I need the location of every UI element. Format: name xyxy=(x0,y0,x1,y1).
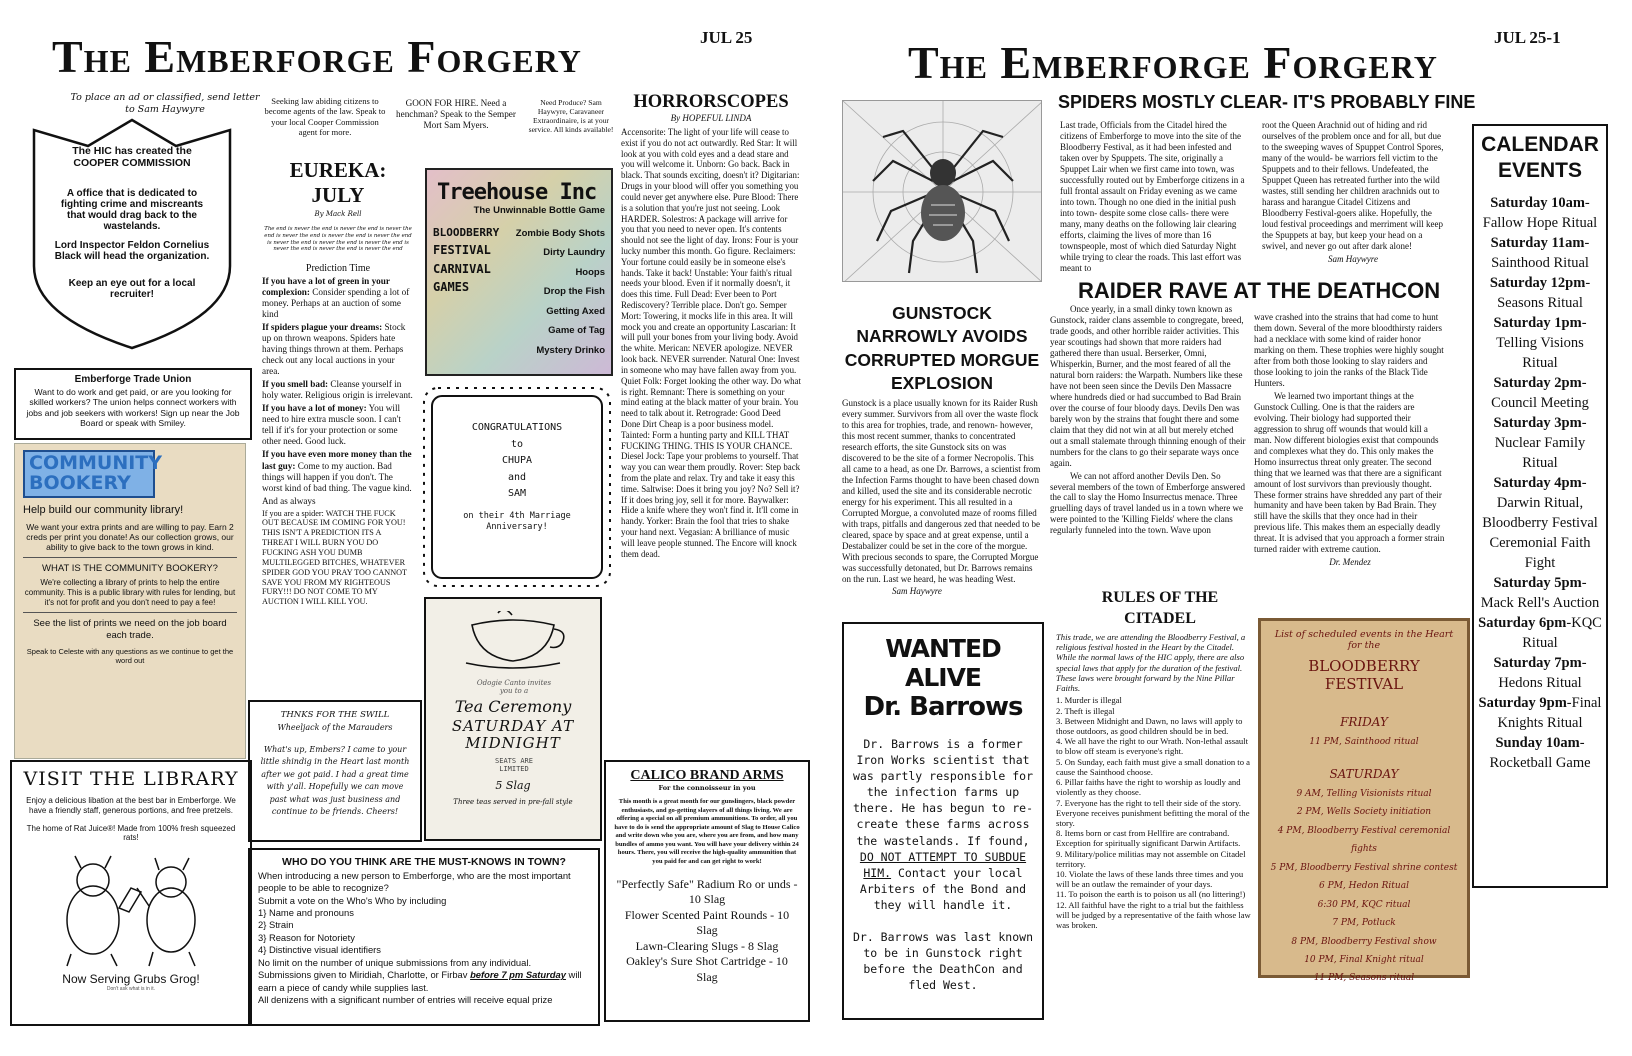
calendar-event-name: Seasons Ritual xyxy=(1497,294,1583,311)
horrorscopes-column xyxy=(621,92,801,560)
ad-note: To place an ad or classified, send letter to Sam Haywyre xyxy=(70,92,260,115)
treehouse-subtitle: The Unwinnable Bottle Game xyxy=(473,205,605,216)
bookery-tagline: Help build our community library! xyxy=(23,503,184,516)
spider-icon xyxy=(843,101,1042,282)
tea-seats: SEATS ARE LIMITED xyxy=(495,757,533,773)
eureka-text: Stock up on thrown weapons. Spiders hate having things thrown at them. Perhaps check out any local auctions in your area. xyxy=(262,322,406,377)
swill-note xyxy=(248,700,422,842)
raider-col2 xyxy=(1254,312,1446,568)
schedule-item: 9 AM, Telling Visionists ritual xyxy=(1296,789,1432,799)
must-knows-item: 4} Distinctive visual identifiers xyxy=(258,944,381,956)
must-knows-body: When introducing a new person to Emberforge, who are the most important people to be able to recognize? xyxy=(258,869,571,894)
tea-note: Three teas served in pre-fall style xyxy=(453,798,573,806)
tea-ceremony-flyer xyxy=(424,597,602,841)
calendar-event: Saturday 1pm-Telling Visions Ritual xyxy=(1493,314,1587,371)
raider-p: Once yearly, in a small dinky town known as Gunstock, raider clans assemble to congregate, breed, trade goods, and other horrible raider activities. This year scoutings had shown that more raiders had gathered there than usual. Berserker, Omni, Whisperkin, Burner, and the most feared of all the natural born raiders: the Warpath. Numbers like these have not been seen since the Devils Den Massacre where hundreds died or had succumbed to Bad Brain over the course of four bloody days. Devils Den was barely won by the strains that fought there and some claim that they did not win at all but merely etched out a small stalemate through thinning enough of their numbers for the clans to go their separate ways once again. xyxy=(1050,304,1246,468)
treehouse-left: CARNIVAL xyxy=(433,261,491,276)
eureka-text: And as always xyxy=(262,495,316,506)
library-footer: Now Serving Grubs Grog! xyxy=(62,972,200,986)
congrats-line: and xyxy=(507,471,527,483)
must-knows-item: 3} Reason for Notoriety xyxy=(258,931,355,943)
horrorscopes-byline: By HOPEFUL LINDA xyxy=(670,113,752,123)
calico-body: This month is a great month for our gunslingers, black powder enthusiasts, and go-getting slayers of all things living. We are offering a special on all premium ammunitions. To order, all you have to do is send the appropriate amount of Slag to House Calico and write down who you are, where you are from, and how many bundles of ammo you want. You will have your delivery within 24 hours. There, you will receive the high-quality ammunition that you paid for and can get right to work! xyxy=(614,798,800,865)
must-knows-title: WHO DO YOU THINK ARE THE MUST-KNOWS IN TOWN? xyxy=(282,856,566,868)
wanted-title: WANTED ALIVE xyxy=(885,634,1001,692)
bookery-title: COMMUNITY BOOKERY xyxy=(23,450,155,498)
rule-item: 10. Violate the laws of these lands three times and you will be an outlaw the remainder of your days. xyxy=(1056,869,1244,890)
library-fine: Don't ask what is in it. xyxy=(106,986,156,992)
eureka-byline: By Mack Rell xyxy=(314,210,362,218)
must-knows-body: Submissions given to Miridiah, Charlotte, or Firbav xyxy=(258,969,471,981)
treehouse-flyer xyxy=(425,168,613,376)
rule-item: 11. To poison the earth is to poison us all (no littering!) xyxy=(1056,889,1246,900)
eureka-title: EUREKA: JULY xyxy=(289,158,387,207)
gunstock-column xyxy=(842,398,1042,597)
rats-toasting-illustration xyxy=(31,848,231,968)
treehouse-title: Treehouse Inc xyxy=(437,180,597,205)
anniversary-notice xyxy=(418,382,616,592)
calendar-event-time: Saturday 12pm xyxy=(1489,274,1586,291)
tea-invite: Odogie Canto invites you to a xyxy=(476,679,552,695)
raider-p: We can not afford another Devils Den. So several members of the town of Emberforge answered the call to slay the Homo Insurrectus menace. Three gruelling days of travel landed us in a town where we were pointed to the 'Killing Fields' where the clans regularly funneled into the town. Wave upon xyxy=(1050,470,1246,536)
gunstock-title: GUNSTOCK NARROWLY AVOIDS CORRUPTED MORGUE EXPLOSION xyxy=(844,303,1040,393)
eureka-threat: If you are a spider: WATCH THE FUCK OUT BECAUSE IM COMING FOR YOU! THIS ISN'T A PREDICTION ITS A THREAT I WILL BURN YOU DO FUCKING ASH YOU DUMB MULTILEGGED BITCHES, WHATEVER SPIDER GOD YOU PRAY TOO CANNOT SAVE YOU FROM MY RIGHTEOUS FURY!!! DO NOT COME TO MY AUCTION I WILL KILL YOU. xyxy=(262,508,407,607)
schedule-item: 10 PM, Final Knight ritual xyxy=(1304,954,1424,965)
raider-byline: Dr. Mendez xyxy=(1329,557,1371,568)
trade-union-box xyxy=(14,368,252,440)
schedule-item: 4 PM, Bloodberry Festival ceremonial fights xyxy=(1277,825,1451,855)
wanted-name: Dr. Barrows xyxy=(863,692,1023,722)
calendar-event-time: Saturday 3pm xyxy=(1493,414,1582,431)
eureka-lead: If spiders plague your dreams: xyxy=(262,322,383,333)
calico-item: "Perfectly Safe" Radium Ro or unds - 10 Slag xyxy=(616,876,798,907)
calendar-event-time: Saturday 2pm xyxy=(1493,374,1582,391)
rule-item: 6. Pillar faiths have the right to worship as loudly and violently as they choose. xyxy=(1056,777,1241,798)
calico-item: Lawn-Clearing Slugs - 8 Slag xyxy=(635,938,779,953)
schedule-festival: BLOODBERRY FESTIVAL xyxy=(1308,657,1420,693)
rules-column xyxy=(1056,632,1252,930)
rule-item: 5. On Sunday, each faith must give a small donation to a cause the Sainthood choose. xyxy=(1056,756,1250,777)
eureka-text: Come to my auction. Bad things will happen if you don't. The worst kind of bad thing. The vague kind. xyxy=(262,460,412,493)
treehouse-left: FESTIVAL xyxy=(433,243,491,258)
calendar-event-time: Sunday 10am xyxy=(1495,734,1580,751)
calico-item: Flower Scented Paint Rounds - 10 Slag xyxy=(624,907,790,938)
must-knows-deadline: before 7 pm Saturday xyxy=(470,969,566,981)
calendar-events-box xyxy=(1472,124,1608,888)
schedule-item: 2 PM, Wells Society initiation xyxy=(1296,807,1432,818)
rule-item: 1. Murder is illegal xyxy=(1056,695,1122,706)
calendar-event-name: Nuclear Family Ritual xyxy=(1494,434,1586,471)
calendar-event-time: Saturday 10am xyxy=(1490,194,1585,211)
calendar-event-name: Mack Rell's Auction xyxy=(1480,594,1600,611)
schedule-item: 6:30 PM, KQC ritual xyxy=(1317,899,1411,910)
must-knows-body: Submit a vote on the Who's Who by including xyxy=(258,894,447,906)
calico-sub: For the connoisseur in you xyxy=(658,784,756,792)
library-title: VISIT THE LIBRARY xyxy=(23,768,239,790)
spiders-col2-text: root the Queen Arachnid out of hiding and rid ourselves of the problem once and for all, but due to the sweeping waves of Spuppet Control Spores, many of the would- be warriors fell victim to the Spuppets and to their fellows. Undefeated, the Spuppet Queen has retreated further into the wild wastes, still sending her children arachnids out to harass and harangue Citadel Citizens and Bloodberry Festival-goers alike. Hopefully, the loud festival proceedings and merriment will keep the Spuppets at bay, but keep your head on a swivel, and never go out after dark alone! xyxy=(1262,120,1444,251)
treehouse-game: Dirty Laundry Hoops xyxy=(543,247,605,278)
union-title: Emberforge Trade Union xyxy=(74,374,192,385)
calendar-event: Saturday 9pm-Final Knights Ritual xyxy=(1478,694,1602,731)
schedule-item: 11 PM, Seasons ritual xyxy=(1313,973,1415,984)
calendar-event-name: Darwin Ritual, Bloodberry Festival Ceremonial Faith Fight xyxy=(1482,494,1598,571)
schedule-title: List of scheduled events in the Heart for the xyxy=(1274,629,1454,651)
calendar-event-name: Final Knights Ritual xyxy=(1497,694,1602,731)
calendar-event-time: Saturday 7pm xyxy=(1493,654,1582,671)
congrats-line: to xyxy=(510,438,524,450)
calendar-event-time: Saturday 4pm xyxy=(1493,474,1582,491)
union-body: Want to do work and get paid, or are you looking for skilled workers? The union helps connect workers with jobs and job seekers with workers! Sign up near the Job Board or speak with Smiley. xyxy=(26,387,240,429)
bookery-p3: See the list of prints we need on the job board each trade. xyxy=(33,618,227,641)
tea-title: Tea Ceremony xyxy=(454,697,572,716)
calico-item: Oakley's Sure Shot Cartridge - 10 Slag xyxy=(626,954,788,985)
must-knows-box xyxy=(248,848,600,1026)
calendar-event: Saturday 10am-Fallow Hope Ritual xyxy=(1482,194,1598,231)
spiders-col2 xyxy=(1262,120,1444,265)
spiders-title: SPIDERS MOSTLY CLEAR- IT'S PROBABLY FINE xyxy=(1058,92,1476,112)
calendar-event-name: Hedons Ritual xyxy=(1498,674,1582,691)
congrats-line: SAM xyxy=(507,488,527,499)
calendar-event: Saturday 7pm-Hedons Ritual xyxy=(1493,654,1587,691)
calendar-list xyxy=(1478,193,1602,773)
spiders-byline: Sam Haywyre xyxy=(1328,253,1378,264)
teacup-icon xyxy=(458,611,568,671)
calendar-event-name: Telling Visions Ritual xyxy=(1496,334,1584,371)
left-date: JUL 25 xyxy=(700,28,753,47)
calendar-event-time: Saturday 11am xyxy=(1490,234,1585,251)
spiders-col1: Last trade, Officials from the Citadel hired the citizens of Emberforge to move into the site of the Bloodberry Festival, as it had been infested and taken over by Spuppets. The site, originally a Spuppet Lair when we first came into town, was successfully routed out by Emberforge citizens in a full frontal assault on Friday evening as we came into town. Though no one died in the initial push into town- despite some close calls- there were many, many deaths on the following lair clearing efforts, claiming the lives of more than 16 townspeople, most of which died Saturday Night while trying to clear the roads. This last effort was meant to xyxy=(1060,120,1245,273)
rule-item: 12. All faithful have the right to a trial but the faithless will be judged by a representative of the faith whose law was broken. xyxy=(1056,899,1251,931)
must-knows-item: 2} Strain xyxy=(258,919,294,931)
swill-body: What's up, Embers? I came to your little shindig in the Heart last month after we got paid. I had a great time with y'all. Hopefully we can move past what was just business and continue to be friends. Cheers! xyxy=(260,745,410,816)
rule-item: 8. Items born or cast from Hellfire are contraband. Exception for spiritually significant Darwin Artifacts. xyxy=(1056,828,1241,849)
eureka-intro: The end is never the end is never the end is never the end is never the end is never the end is never the end is never the end is never the end is never the end is never the end is never the end is never the end xyxy=(264,226,412,253)
festival-schedule-flyer xyxy=(1258,618,1470,984)
eureka-lead: If you have even more money than the last guy: xyxy=(262,449,412,471)
calico-arms-ad xyxy=(604,760,810,1022)
congrats-line: CONGRATULATIONS xyxy=(471,422,563,433)
wanted-body: Dr. Barrows is a former Iron Works scientist that was partly responsible for the infection farms up there. He has begun to re-create these farms across the wastelands. If found, xyxy=(852,737,1033,848)
treehouse-game: Zombie Body Shots xyxy=(515,228,605,239)
rule-item: 9. Military/police militias may not assemble on Citadel territory. xyxy=(1056,848,1246,869)
bookery-p2: We're collecting a library of prints to help the entire community. This is a public library with rules for lending, but it's not for profit and you don't need to pay a fee! xyxy=(24,578,236,607)
calendar-event: Saturday 2pm-Council Meeting xyxy=(1491,374,1589,411)
calendar-event-name: KQC Ritual xyxy=(1522,614,1602,651)
schedule-item: 5 PM, Bloodberry Festival shrine contest xyxy=(1270,862,1458,873)
horrorscopes-body: Accensorite: The light of your life will cease to exist if you do not act outwardly. Red Star: It will look at you with cold eyes and a dead stare and you will welcome it. Unborn: Go back. Back in black. That sounds exciting, doesn't it? Digitarian: Drugs in your blood will offer you something you could never get anywhere else. Pure Blood: There is a solution that you're just not seeing. Look HARDER. Solestros: A package will arrive for you that you need to never open. It's contents should not see the light of day. Irons: Four is your lucky number this month. Go figure. Reclaimers: Your fortune could easily be in someone else's hands. Take it back! Unstable: Your faith's ritual needs your blood. Even if it normally doesn't, it does this time. Full Dead: Ever been to Port Rediscovery? Terrible place. Don't go. Semper Mort: Towering, it mocks life in this area. It will mock you and create an opportunity Lascarian: It will pull your bones from your living body. Avoid the white. Merican: NEVER apologize. NEVER look back. NEVER surrender. Natural One: Invest in someone who may have fallen away from you. Quiet Folk: Forget looking the other way. Do what is right. Remnant: There is something on your mind eating at the black matter of your brain. You need to talk about it. Retrograde: Good Deed Done Dirt Cheap is a poor business model. Tainted: Form a hunting party and KILL THAT FUCKING THING. THIS IS YOUR CHANCE. Diesel Jock: Tape your problems to yourself. That way you can wear them proudly. Rover: Step back from the plate and relax. Try and take it easy this time. Saltwise: Does it bring you joy? No? Sell it? If it does bring joy, sell it for more. Baywalker: Hide a knife where they won't find it. It'll come in handy. Yorker: Brain the fool that tries to shake your hand next. Vegasian: A brilliance of music will leave people stunned. The Encore will knock them dead. xyxy=(621,127,801,559)
calendar-event: Saturday 3pm-Nuclear Family Ritual xyxy=(1493,414,1587,471)
calendar-event-time: Saturday 6pm xyxy=(1478,614,1567,631)
hic-line-4: Keep an eye out for a local recruiter! xyxy=(68,278,196,300)
classified-produce: Need Produce? Sam Haywyre, Caravaneer Extraordinaire, is at your service. All kinds available! xyxy=(528,98,614,135)
schedule-friday: FRIDAY xyxy=(1340,715,1388,729)
congrats-line: CHUPA xyxy=(501,455,533,466)
treehouse-game: Drop the Fish xyxy=(543,286,605,298)
treehouse-game: Game of Tag xyxy=(548,325,605,337)
treehouse-left: GAMES xyxy=(433,280,470,295)
raider-p: We learned two important things at the Gunstock Culling. One is that the raiders are evolving. Their biology had supported their aggression to shrug off wounds that would kill a man. Now different biologies exist that compounds and complexes what they do. This only makes the Homo insurrectus threat only greater. The second thing that we learned was that there are a significant amount of lost survivors than previously thought. These former strains have shredded any part of their humanity and have been taken by Bad Brain. They still have the skills that they once had in their previous life. This makes them an especially deadly threat. It is advised that you approach a former strain turned raider with extreme caution. xyxy=(1254,390,1445,555)
eureka-text: You will need to hire extra muscle soon. I can't tell if it's for your protection or some other need. Good luck. xyxy=(262,403,401,447)
classified-goon: GOON FOR HIRE. Need a henchman? Speak to the Semper Mort Sam Myers. xyxy=(396,98,516,131)
gunstock-body: Gunstock is a place usually known for its Raider Rush every summer. Survivors from all over the waste flock to this area for trophies, trade, and renown- however, this most recent summer, thanks to concentrated research efforts, the site Gunstock sits on was discovered to be the site of a former Necropolis. This all came to a head, as one Dr. Barrows, a scientist from the Infection Farms thought to have been chased down and killed, used the site and its considerable necrotic energy for his experiment. This all resulted in a Corrupted Morgue, a convoluted maze of rooms filled with traps, pitfalls and dangerous zed that needed to be cleared, space by space and at great expense, until a Destabalizer could be set in the core of the morgue. With precious seconds to spare, the Corrupted Morgue was successfully detonated, but Dr. Barrows remains on the run. Last we heard, he was heading West. xyxy=(842,398,1041,584)
raider-title: RAIDER RAVE AT THE DEATHCON xyxy=(1078,278,1441,303)
raider-col1 xyxy=(1050,304,1246,538)
eureka-lead: If you have a lot of money: xyxy=(262,403,367,414)
eureka-text: Consider spending a lot of money. Perhaps at an auction of some kind xyxy=(262,287,410,320)
bookery-p1: We want your extra prints and are willing to pay. Earn 2 creds per print you donate! As our collection grows, our ability to give back to the town grows in kind. xyxy=(26,521,234,553)
rule-item: 4. We all have the right to our Wrath. Non-lethal assault to blow off steam is everyone's right. xyxy=(1056,736,1248,757)
schedule-item: 6 PM, Hedon Ritual xyxy=(1319,881,1409,892)
schedule-item: 7 PM, Potluck xyxy=(1332,918,1396,929)
schedule-item: 11 PM, Sainthood ritual xyxy=(1309,737,1419,747)
bookery-question: WHAT IS THE COMMUNITY BOOKERY? xyxy=(42,563,218,575)
wanted-last-seen: Dr. Barrows was last known to be in Gunstock right before the DeathCon and fled West. xyxy=(852,930,1033,993)
calendar-event: Saturday 11am-Sainthood Ritual xyxy=(1490,234,1590,271)
calendar-event: Saturday 5pm-Mack Rell's Auction xyxy=(1480,574,1600,611)
hic-line-1: The HIC has created the COOPER COMMISSION xyxy=(72,145,192,169)
tea-price: 5 Slag xyxy=(495,779,531,792)
right-masthead: The Emberforge Forgery xyxy=(908,37,1438,88)
congrats-line: on their 4th Marriage Anniversary! xyxy=(463,510,571,533)
schedule-saturday: SATURDAY xyxy=(1329,767,1399,781)
treehouse-left: BLOODBERRY xyxy=(433,226,500,239)
calendar-event-name: Sainthood Ritual xyxy=(1491,254,1589,271)
library-p2: The home of Rat Juice®! Made from 100% fresh squeezed rats! xyxy=(26,824,236,842)
calendar-event-name: Fallow Hope Ritual xyxy=(1482,214,1598,231)
left-masthead: The Emberforge Forgery xyxy=(52,31,582,82)
raider-p: wave crashed into the strains that had come to hunt them down. Several of the more bloodthirsty raiders had a necklace with some kind of raider honor marking on them. These trophies were highly sought after from both those looking to slay raiders and those looking to join the ranks of the Black Tide Hunters. xyxy=(1254,312,1444,388)
wanted-body: Contact your local Arbiters of the Bond and they will handle it. xyxy=(859,865,1027,912)
rules-intro: This trade, we are attending the Bloodberry Festival, a religious festival hosted in the Heart by the Citadel. While the normal laws of the HIC apply, there are also special laws that apply for the duration of the festival. These laws were brought forward by the Nine Pillar Faiths. xyxy=(1056,632,1246,694)
calendar-event: Saturday 12pm-Seasons Ritual xyxy=(1489,274,1591,311)
hic-shield xyxy=(26,116,238,352)
hic-line-3: Lord Inspector Feldon Cornelius Black will head the organization. xyxy=(54,240,210,262)
library-p1: Enjoy a delicious libation at the best bar in Emberforge. We have a friendly staff, generous portions, and free pretzels. xyxy=(26,796,236,815)
must-knows-body: No limit on the number of unique submissions from any individual. xyxy=(258,956,532,968)
gunstock-byline: Sam Haywyre xyxy=(892,586,942,597)
library-ad xyxy=(10,760,252,1026)
rules-title: RULES OF THE CITADEL xyxy=(1101,589,1219,627)
calico-title: CALICO BRAND ARMS xyxy=(630,768,784,783)
bookery-flyer xyxy=(14,443,246,759)
rule-item: 7. Everyone has the right to tell their side of the story. Everyone receives punishment befitting the moral of the story. xyxy=(1056,797,1250,828)
calendar-event: Saturday 4pm-Darwin Ritual, Bloodberry Festival Ceremonial Faith Fight xyxy=(1482,474,1598,571)
calendar-event-name: Rocketball Game xyxy=(1489,754,1591,771)
swill-title: THNKS FOR THE SWILL xyxy=(280,710,390,720)
calendar-event: Sunday 10am-Rocketball Game xyxy=(1489,734,1591,771)
rule-item: 3. Between Midnight and Dawn, no laws will apply to those outdoors, as good children should be in bed. xyxy=(1056,715,1243,736)
treehouse-game: Mystery Drinko xyxy=(536,344,605,356)
rule-item: 2. Theft is illegal xyxy=(1056,705,1115,716)
tea-when: SATURDAY AT MIDNIGHT xyxy=(451,717,575,752)
right-date: JUL 25-1 xyxy=(1494,28,1561,47)
wanted-poster xyxy=(842,622,1044,1020)
bookery-p4: Speak to Celeste with any questions as we continue to get the word out xyxy=(26,647,234,665)
must-knows-body: will earn a piece of candy while supplies last. xyxy=(258,969,582,993)
eureka-column xyxy=(262,158,414,609)
eureka-sub: Prediction Time xyxy=(305,263,371,274)
classified-cooper: Seeking law abiding citizens to become agents of the law. Speak to your local Cooper Commission agent for more. xyxy=(264,96,386,137)
must-knows-item: 1} Name and pronouns xyxy=(258,907,354,919)
wanted-warning: DO NOT ATTEMPT TO SUBDUE HIM. xyxy=(859,849,1027,880)
schedule-item: 8 PM, Bloodberry Festival show xyxy=(1291,936,1437,947)
treehouse-game: Getting Axed xyxy=(546,305,605,317)
calendar-event-time: Saturday 9pm xyxy=(1478,694,1567,711)
calendar-event-time: Saturday 5pm xyxy=(1493,574,1582,591)
eureka-lead: If you have a lot of green in your complexion: xyxy=(262,276,390,298)
horrorscopes-title: HORRORSCOPES xyxy=(633,92,789,112)
hic-line-2: A office that is dedicated to fighting crime and miscreants that would drag back to the wastelands. xyxy=(60,188,204,232)
calendar-title: CALENDAR EVENTS xyxy=(1481,133,1599,183)
swill-byline: Wheeljack of the Marauders xyxy=(277,723,393,732)
eureka-lead: If you smell bad: xyxy=(262,379,329,390)
spider-illustration xyxy=(842,100,1042,282)
calendar-event-time: Saturday 1pm xyxy=(1493,314,1582,331)
eureka-text: Cleanse yourself in holy water. Religious origin is irrelevant. xyxy=(262,379,413,401)
calendar-event: Saturday 6pm-KQC Ritual xyxy=(1478,614,1602,651)
must-knows-body: All denizens with a significant number of entries will receive equal prize xyxy=(258,993,553,1005)
calendar-event-name: Council Meeting xyxy=(1491,394,1589,411)
